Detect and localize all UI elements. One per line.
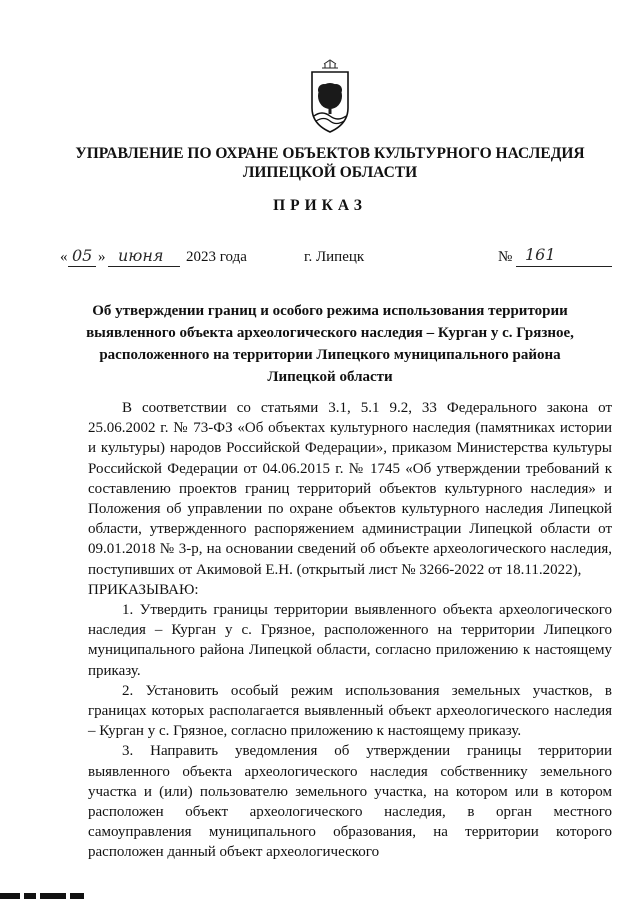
subject-line-2: выявленного объекта археологического наследия – Курган у с. Грязное, (86, 325, 574, 341)
order-item-1: 1. Утвердить границы территории выявленного объекта археологического наследия – Курган у с. Грязное, расположенного на территории Липецкого муниципального района Липецкой области, согласно приложению к настоящему приказу. (88, 602, 612, 679)
order-word: ПРИКАЗЫВАЮ: (88, 581, 199, 598)
open-quote: « (60, 249, 68, 265)
order-number: 161 (525, 245, 556, 264)
document-body (88, 398, 612, 863)
coat-of-arms-icon (304, 58, 356, 140)
scan-edge-mark (24, 893, 36, 899)
day-underline (68, 266, 96, 267)
order-item-3: 3. Направить уведомления об утверждении границы территории выявленного объекта археологического наследия собственнику земельного участка и (или) пользователю земельного участка, на котором или в котором расположен объект археологического наследия, в орган местного самоуправления муниципального образования, на территории которого расположен данный объект археологического (88, 743, 612, 861)
organization-line-2: ЛИПЕЦКОЙ ОБЛАСТИ (242, 164, 418, 181)
document-subject (60, 300, 600, 388)
order-item-2: 2. Установить особый режим использования земельных участков, в границах которых располагается выявленный объект археологического наследия – Курган у с. Грязное, согласно приложению к настоящему приказу. (88, 682, 612, 740)
number-underline (516, 266, 612, 267)
date-day: 05 (72, 246, 93, 265)
number-sign: № (498, 249, 513, 265)
date-month: июня (118, 246, 164, 265)
date-year: 2023 года (186, 249, 247, 265)
scan-edge-mark (40, 893, 66, 899)
organization-name (60, 144, 600, 182)
organization-line-1: УПРАВЛЕНИЕ ПО ОХРАНЕ ОБЪЕКТОВ КУЛЬТУРНОГО НАСЛЕДИЯ (75, 145, 585, 162)
close-quote: » (98, 249, 106, 265)
month-underline (108, 266, 180, 267)
preamble-paragraph: В соответствии со статьями 3.1, 5.1 9.2, 33 Федерального закона от 25.06.2002 г. № 73-ФЗ «Об объектах культурного наследия (памятниках истории и культуры) народов Российской Федерации», приказом Министерства культуры Российской Федерации от 04.06.2015 г. № 1745 «Об утверждении требований к составлению проектов границ территорий объектов культурного наследия» и Положения об управлении по охране объектов культурного наследия Липецкой области, утвержденного распоряжением администрации Липецкой области от 09.01.2018 № 3-р, на основании сведений об объекте археологического наследия, поступивших от Акимовой Е.Н. (открытый лист № 3266-2022 от 18.11.2022), (88, 400, 612, 578)
scan-edge-mark (70, 893, 84, 899)
city: г. Липецк (304, 249, 365, 265)
subject-line-3: расположенного на территории Липецкого муниципального района (99, 347, 561, 363)
scan-edge-mark (0, 893, 20, 899)
document-type: ПРИКАЗ (273, 197, 367, 214)
subject-line-1: Об утверждении границ и особого режима использования территории (92, 303, 568, 319)
subject-line-4: Липецкой области (267, 369, 393, 385)
date-line (0, 245, 640, 271)
